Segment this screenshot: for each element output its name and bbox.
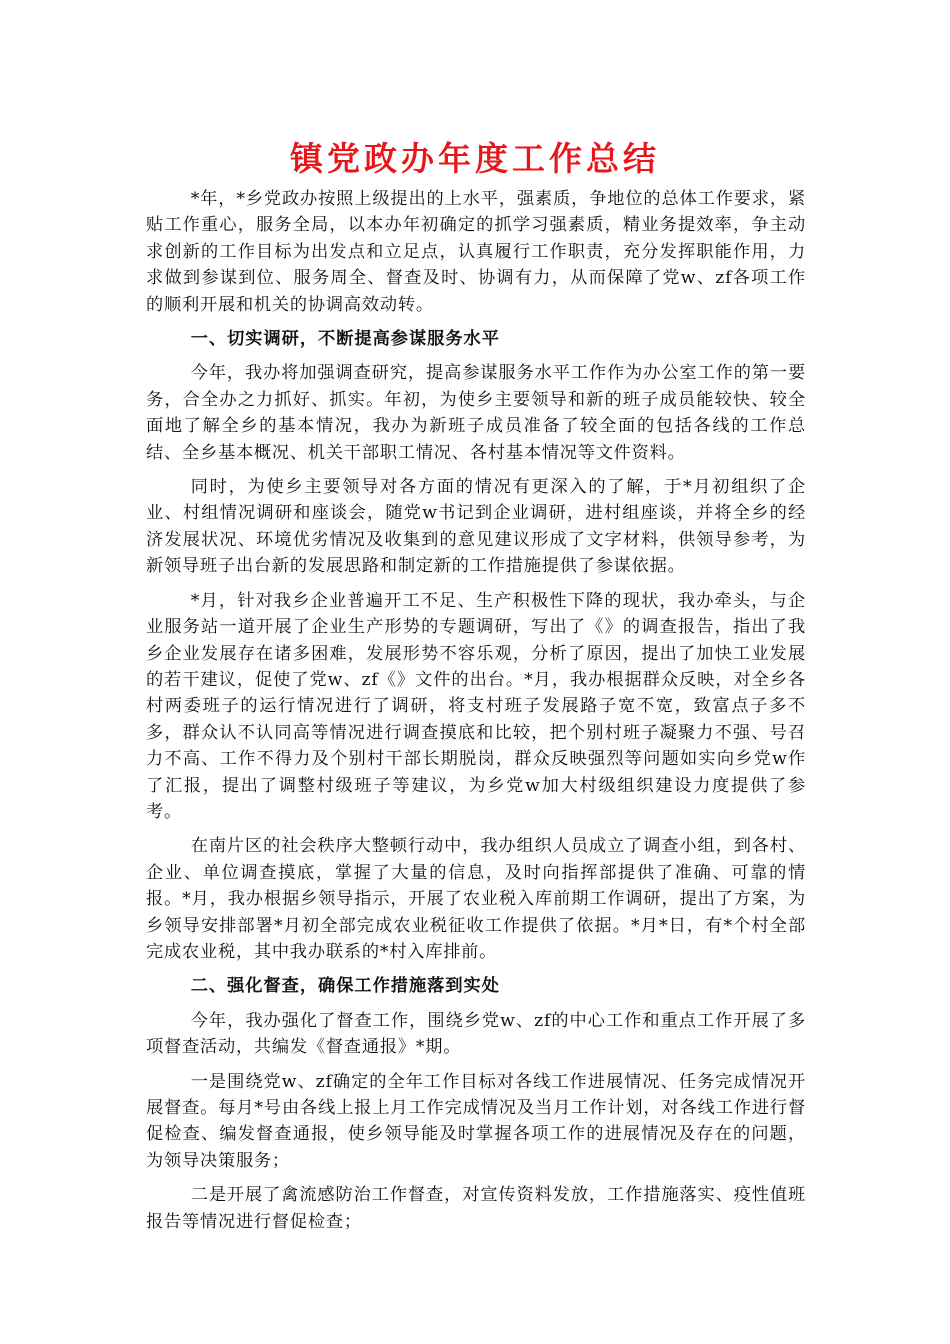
paragraph: 同时，为使乡主要领导对各方面的情况有更深入的了解，于*月初组织了企业、村组情况调研和座谈会，随党w书记到企业调研，进村组座谈，并将全乡的经济发展状况、环境优劣情况及收集到的意见建议形成了文字材料，供领导参考，为新领导班子出台新的发展思路和制定新的工作措施提供了参谋依据。 [146, 477, 806, 577]
paragraph: 一是围绕党w、zf确定的全年工作目标对各线工作进展情况、任务完成情况开展督查。每月*号由各线上报上月工作完成情况及当月工作计划，对各线工作进行督促检查、编发督查通报，使乡领导能及时掌握各项工作的进展情况及存在的问题，为领导决策服务； [146, 1071, 806, 1171]
paragraph: 在南片区的社会秩序大整顿行动中，我办组织人员成立了调查小组，到各村、企业、单位调查摸底，掌握了大量的信息，及时向指挥部提供了准确、可靠的情报。*月，我办根据乡领导指示，开展了农业税入库前期工作调研，提出了方案，为乡领导安排部署*月初全部完成农业税征收工作提供了依据。*月*日，有*个村全部完成农业税，其中我办联系的*村入库排前。 [146, 836, 806, 962]
paragraph: 二是开展了禽流感防治工作督查，对宣传资料发放，工作措施落实、疫性值班报告等情况进行督促检查； [146, 1185, 806, 1232]
section-heading-2: 二、强化督查，确保工作措施落到实处 [190, 976, 500, 997]
document-body [146, 186, 806, 1243]
paragraph-intro: *年，*乡党政办按照上级提出的上水平，强素质，争地位的总体工作要求，紧贴工作重心，服务全局，以本办年初确定的抓学习强素质，精业务提效率，争主动求创新的工作目标为出发点和立足点，认真履行工作职责，充分发挥职能作用，力求做到参谋到位、服务周全、督查及时、协调有力，从而保障了党w、zf各项工作的顺利开展和机关的协调高效动转。 [146, 189, 806, 315]
section-heading-1: 一、切实调研，不断提高参谋服务水平 [190, 329, 500, 350]
paragraph: 今年，我办将加强调查研究，提高参谋服务水平工作作为办公室工作的第一要务，合全办之力抓好、抓实。年初，为使乡主要领导和新的班子成员能较快、较全面地了解全乡的基本情况，我办为新班子成员准备了较全面的包括各线的工作总结、全乡基本概况、机关干部职工情况、各村基本情况等文件资料。 [146, 363, 806, 463]
document-title: 镇党政办年度工作总结 [290, 139, 660, 178]
paragraph: 今年，我办强化了督查工作，围绕乡党w、zf的中心工作和重点工作开展了多项督查活动，共编发《督查通报》*期。 [146, 1010, 806, 1058]
paragraph: *月，针对我乡企业普遍开工不足、生产积极性下降的现状，我办牵头，与企业服务站一道开展了企业生产形势的专题调研，写出了《》的调查报告，指出了我乡企业发展存在诸多困难，发展形势不容乐观，分析了原因，提出了加快工业发展的若干建议，促使了党w、zf《》文件的出台。*月，我办根据群众反映，对全乡各村两委班子的运行情况进行了调研，将支村班子发展路子宽不宽，致富点子多不多，群众认不认同高等情况进行调查摸底和比较，把个别村班子凝聚力不强、号召力不高、工作不得力及个别村干部长期脱岗，群众反映强烈等问题如实向乡党w作了汇报，提出了调整村级班子等建议，为乡党w加大村级组织建设力度提供了参考。 [146, 590, 806, 822]
